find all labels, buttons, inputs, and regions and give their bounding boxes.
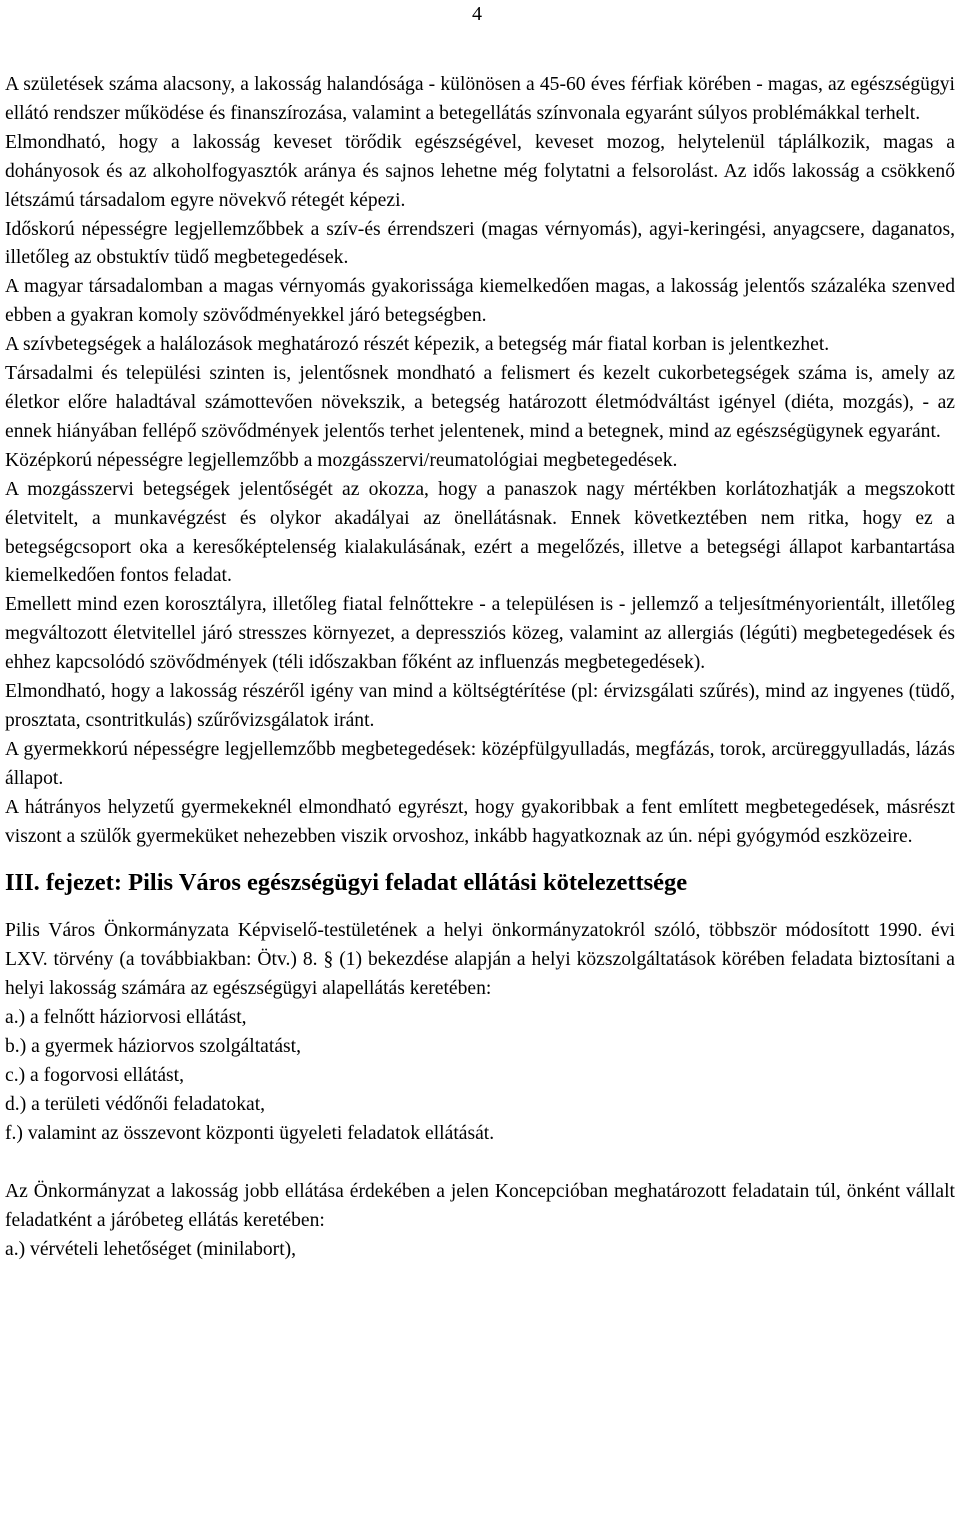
paragraph: A gyermekkorú népességre legjellemzőbb megbetegedések: középfülgyulladás, megfázás, torok, arcüreggyulladás, lázás állapot.	[5, 738, 955, 789]
list-item: f.) valamint az összevont központi ügyeleti feladatok ellátását.	[5, 1122, 495, 1144]
list-item: a.) vérvételi lehetőséget (minilabort),	[5, 1238, 297, 1260]
list-item: d.) a területi védőnői feladatokat,	[5, 1093, 266, 1115]
page-number: 4	[472, 3, 482, 25]
chapter-title: III. fejezet: Pilis Város egészségügyi feladat ellátási kötelezettsége	[5, 869, 688, 897]
list-item: a.) a felnőtt háziorvosi ellátást,	[5, 1007, 247, 1029]
document-body	[5, 71, 955, 1264]
spacer	[5, 1149, 955, 1178]
paragraph: Középkorú népességre legjellemzőbb a mozgásszervi/reumatológiai megbetegedések.	[5, 449, 678, 471]
list-item: b.) a gyermek háziorvos szolgáltatást,	[5, 1036, 301, 1058]
paragraph: A hátrányos helyzetű gyermekeknél elmondható egyrészt, hogy gyakoribbak a fent említett megbetegedések, másrészt viszont a szülők gyermeküket nehezebben viszik orvoshoz, inkább hagyatkoznak az ún. népi gyógymód eszközeire.	[5, 796, 955, 847]
paragraph: Időskorú népességre legjellemzőbbek a szív-és érrendszeri (magas vérnyomás), agyi-keringési, anyagcsere, daganatos, illetőleg az obstuktív tüdő megbetegedések.	[5, 218, 955, 269]
paragraph: Elmondható, hogy a lakosság keveset törődik egészségével, keveset mozog, helytelenül táplálkozik, magas a dohányosok és az alkoholfogyasztók aránya és sajnos lehetne még folytatni a felsorolást. Az idős lakosság a csökkenő létszámú társadalom egyre növekvő rétegét képezi.	[5, 131, 955, 211]
paragraph: A mozgásszervi betegségek jelentőségét az okozza, hogy a panaszok nagy mértékben korlátozhatják a megszokott életvitelt, a munkavégzést és olykor akadályai az önellátásnak. Ennek következtében nem ritka, hogy ez a betegségcsoport oka a keresőképtelenség kialakulásának, ezért a megelőzés, illetve a betegségi állapot karbantartása kiemelkedően fontos feladat.	[5, 478, 955, 587]
list-item: c.) a fogorvosi ellátást,	[5, 1065, 185, 1086]
voluntary-intro: Az Önkormányzat a lakosság jobb ellátása érdekében a jelen Koncepcióban meghatározott feladatain túl, önként vállalt feladatként a járóbeteg ellátás keretében:	[5, 1180, 955, 1231]
paragraph: Társadalmi és települési szinten is, jelentősnek mondható a felismert és kezelt cukorbetegségek száma is, amely az életkor előre haladtával számottevően növekszik, a betegség határozott életmódváltást igényel (diéta, mozgás), - az ennek hiányában fellépő szövődmények jelentős terhet jelentenek, mind a betegnek, mind az egészségügynek egyaránt.	[5, 363, 955, 442]
paragraph: A magyar társadalomban a magas vérnyomás gyakorissága kiemelkedően magas, a lakosság jelentős százaléka szenved ebben a gyakran komoly szövődményekkel járó betegségben.	[5, 276, 955, 327]
paragraph: A szívbetegségek a halálozások meghatározó részét képezik, a betegség már fiatal korban is jelentkezhet.	[5, 334, 830, 356]
paragraph: Emellett mind ezen korosztályra, illetőleg fiatal felnőttekre - a településen is - jellemző a teljesítményorientált, illetőleg megváltozott életvitellel járó stresszes környezet, a depressziós közeg, valamint az allergiás (légúti) megbetegedések és ehhez kapcsolódó szövődmények (téli időszakban főként az influenzás megbetegedések).	[5, 594, 955, 674]
paragraph: A születések száma alacsony, a lakosság halandósága - különösen a 45-60 éves férfiak körében - magas, az egészségügyi ellátó rendszer működése és finanszírozása, valamint a betegellátás színvonala egyaránt súlyos problémákkal terhelt.	[5, 74, 955, 124]
paragraph: Elmondható, hogy a lakosság részéről igény van mind a költségtérítése (pl: érvizsgálati szűrés), mind az ingyenes (tüdő, prosztata, csontritkulás) szűrővizsgálatok iránt.	[5, 681, 955, 731]
chapter-intro: Pilis Város Önkormányzata Képviselő-testületének a helyi önkormányzatokról szóló, többször módosított 1990. évi LXV. törvény (a továbbiakban: Ötv.) 8. § (1) bekezdése alapján a helyi közszolgáltatások körében feladata biztosítani a helyi lakosság számára az egészségügyi alapellátás keretében:	[5, 920, 955, 1000]
